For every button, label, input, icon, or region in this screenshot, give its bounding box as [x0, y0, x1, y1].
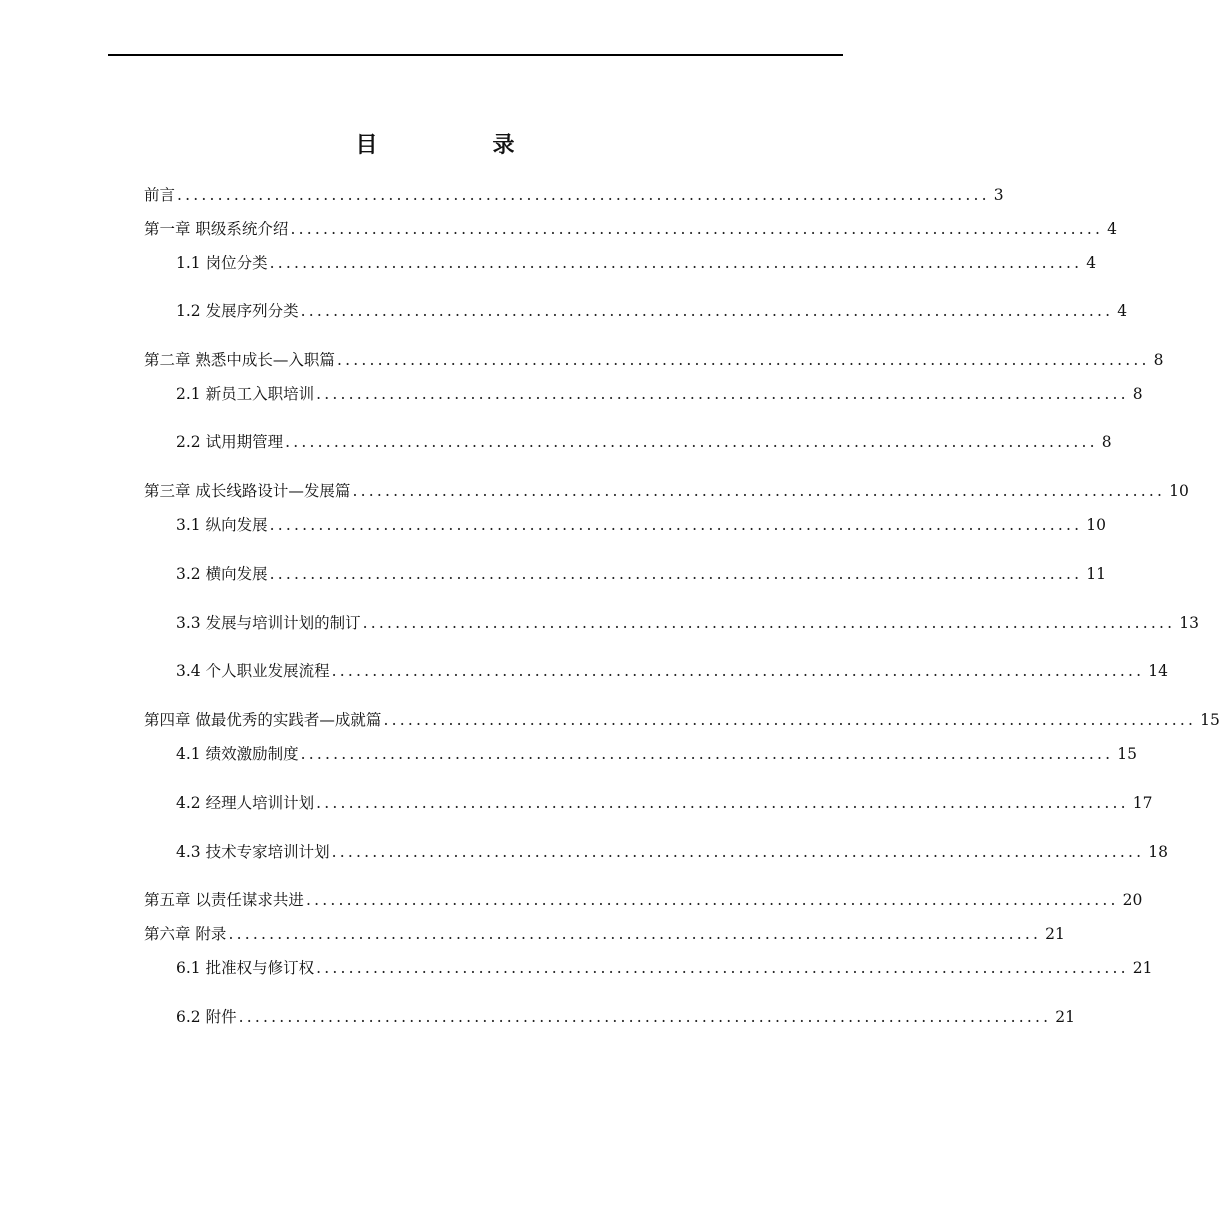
toc-entry[interactable] — [144, 708, 1220, 732]
toc-entry-page: 20 — [1122, 891, 1143, 909]
dot-leader: .................................................................................................... — [177, 186, 990, 204]
toc-entry-page: 8 — [1101, 433, 1112, 451]
toc-entry-text: 第二章 熟悉中成长—入职篇 — [144, 351, 335, 369]
toc-entry[interactable] — [144, 479, 1189, 503]
toc-entry-page: 10 — [1169, 482, 1189, 500]
toc-entry-text: 第三章 成长线路设计—发展篇 — [144, 482, 351, 500]
toc-entry-text: 前言 — [144, 186, 176, 204]
toc-entry-page: 17 — [1132, 794, 1153, 812]
toc-entry[interactable] — [144, 348, 1164, 372]
dot-leader: .................................................................................................... — [285, 433, 1098, 451]
toc-entry-text: 第六章 附录 — [144, 925, 227, 943]
toc-entry[interactable] — [176, 742, 1138, 766]
toc-entry-page: 14 — [1148, 662, 1169, 680]
dot-leader: .................................................................................................... — [316, 959, 1129, 977]
dot-leader: .................................................................................................... — [290, 220, 1104, 238]
toc-entry[interactable] — [176, 791, 1153, 815]
dot-leader: .................................................................................................... — [383, 711, 1197, 729]
toc-entry-text: 2.2 试用期管理 — [176, 433, 284, 451]
toc-entry[interactable] — [144, 922, 1065, 946]
toc-entry-page: 21 — [1045, 925, 1065, 943]
toc-entry-text: 4.3 技术专家培训计划 — [176, 843, 330, 861]
toc-entry[interactable] — [176, 513, 1107, 537]
toc-entry[interactable] — [176, 562, 1107, 586]
toc-entry[interactable] — [176, 956, 1153, 980]
toc-entry-text: 3.3 发展与培训计划的制订 — [176, 614, 361, 632]
toc-entry[interactable] — [176, 251, 1097, 275]
toc-entry-text: 4.2 经理人培训计划 — [176, 794, 315, 812]
toc-entry-page: 8 — [1153, 351, 1164, 369]
dot-leader: .................................................................................................... — [300, 302, 1114, 320]
toc-entry[interactable] — [176, 299, 1128, 323]
toc-entry-text: 第四章 做最优秀的实践者—成就篇 — [144, 711, 382, 729]
toc-entry-text: 3.2 横向发展 — [176, 565, 268, 583]
page-title: 目录 — [355, 133, 630, 158]
toc-entry-text: 第一章 职级系统介绍 — [144, 220, 289, 238]
toc-entry[interactable] — [176, 611, 1200, 635]
dot-leader: .................................................................................................... — [336, 351, 1150, 369]
toc-entry-page: 4 — [1117, 302, 1128, 320]
toc-entry-page: 8 — [1132, 385, 1143, 403]
dot-leader: .................................................................................................... — [305, 891, 1119, 909]
toc-entry-page: 21 — [1132, 959, 1153, 977]
toc-entry-page: 15 — [1117, 745, 1138, 763]
toc-entry-page: 15 — [1200, 711, 1220, 729]
toc-entry[interactable] — [176, 1005, 1076, 1029]
toc-entry-text: 3.4 个人职业发展流程 — [176, 662, 330, 680]
dot-leader: .................................................................................................... — [269, 516, 1083, 534]
dot-leader: .................................................................................................... — [331, 662, 1145, 680]
toc-entry[interactable] — [176, 382, 1143, 406]
toc-entry-page: 3 — [993, 186, 1004, 204]
toc-entry[interactable] — [144, 217, 1118, 241]
dot-leader: .................................................................................................... — [228, 925, 1042, 943]
dot-leader: .................................................................................................... — [331, 843, 1145, 861]
toc-entry-page: 11 — [1086, 565, 1107, 583]
dot-leader: .................................................................................................... — [269, 565, 1083, 583]
toc-entry-page: 21 — [1055, 1008, 1076, 1026]
toc-entry-text: 6.1 批准权与修订权 — [176, 959, 315, 977]
dot-leader: .................................................................................................... — [269, 254, 1083, 272]
toc-entry-text: 2.1 新员工入职培训 — [176, 385, 315, 403]
dot-leader: .................................................................................................... — [352, 482, 1166, 500]
toc-entry[interactable] — [176, 430, 1112, 454]
toc-entry[interactable] — [176, 840, 1169, 864]
toc-entry-text: 6.2 附件 — [176, 1008, 237, 1026]
toc-entry-page: 4 — [1086, 254, 1097, 272]
toc-entry-text: 1.1 岗位分类 — [176, 254, 268, 272]
toc-entry-page: 13 — [1179, 614, 1200, 632]
toc-entry-page: 4 — [1107, 220, 1118, 238]
toc-entry-text: 4.1 绩效激励制度 — [176, 745, 299, 763]
dot-leader: .................................................................................................... — [300, 745, 1114, 763]
toc-entry[interactable] — [176, 659, 1169, 683]
toc-entry[interactable] — [144, 183, 1004, 207]
dot-leader: .................................................................................................... — [316, 385, 1129, 403]
toc-entry-page: 18 — [1148, 843, 1169, 861]
toc-entry-text: 3.1 纵向发展 — [176, 516, 268, 534]
dot-leader: .................................................................................................... — [362, 614, 1176, 632]
toc-entry[interactable] — [144, 888, 1143, 912]
toc-entry-text: 1.2 发展序列分类 — [176, 302, 299, 320]
dot-leader: .................................................................................................... — [238, 1008, 1052, 1026]
toc-entry-text: 第五章 以责任谋求共进 — [144, 891, 304, 909]
toc-entry-page: 10 — [1086, 516, 1107, 534]
dot-leader: .................................................................................................... — [316, 794, 1129, 812]
